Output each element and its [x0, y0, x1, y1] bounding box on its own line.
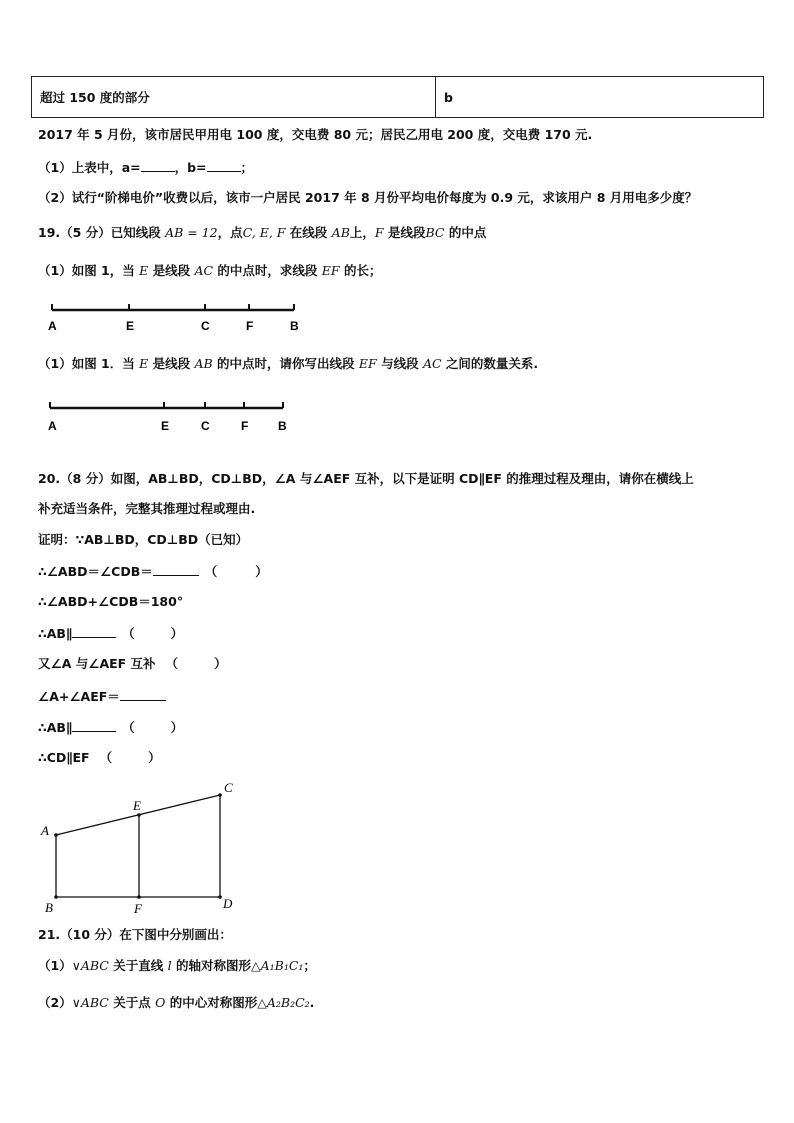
proof-p2: ∴∠ABD＝∠CDB＝: [38, 564, 153, 579]
q19-head: 19.（5 分）已知线段: [38, 225, 161, 240]
proof-p5: 又∠A 与∠AEF 互补: [38, 656, 156, 671]
q21-1-c: 的轴对称图形: [175, 958, 251, 973]
intro-text: 2017 年 5 月份，该市居民甲用电 100 度，交电费 80 元；居民乙用电 200 度，交电费 170 元.: [38, 127, 593, 142]
q19-2-ac: AC: [422, 356, 442, 371]
point-e: [137, 813, 141, 817]
point-c: [218, 793, 222, 797]
q21-2-b: 关于点: [113, 995, 151, 1010]
q19-1-c: 的中点时，求线段: [217, 263, 318, 278]
paren-left: （: [204, 564, 218, 579]
seg1-label-b: B: [290, 319, 299, 333]
seg2-label-a: A: [48, 419, 57, 433]
q20-line1: 20.（8 分）如图，AB⊥BD，CD⊥BD，∠A 与∠AEF 互补，以下是证明 CD∥EF 的推理过程及理由，请你在横线上: [38, 471, 694, 486]
q21-1-a: （1）: [38, 958, 72, 973]
proof-line-1: 证明：∵AB⊥BD，CD⊥BD（已知）: [38, 532, 249, 547]
paren-right: ）: [170, 720, 184, 735]
fig-label-d: D: [223, 896, 233, 911]
fig-label-b: B: [45, 900, 53, 915]
q19-2-ef: EF: [358, 356, 377, 371]
proof-line-3: ∴∠ABD+∠CDB＝180°: [38, 594, 184, 609]
q19-f: F: [374, 225, 384, 240]
q21-2-a: （2）: [38, 995, 72, 1010]
point-d: [218, 895, 222, 899]
q19-bc: BC: [425, 225, 445, 240]
q21-2-tri: ∨ABC: [71, 995, 109, 1010]
q19-ab: AB: [331, 225, 350, 240]
q18-part1-pre: （1）上表中，a=: [38, 160, 141, 175]
table-cell-value: b: [436, 77, 764, 118]
q21-2-o: O: [155, 995, 166, 1010]
fig-label-a: A: [41, 823, 49, 838]
q21-part2: [38, 994, 314, 1012]
point-f: [137, 895, 141, 899]
q19-1-ef: EF: [321, 263, 340, 278]
q21-header: 21.（10 分）在下图中分别画出：: [38, 927, 232, 942]
fig-label-e: E: [133, 798, 141, 813]
paren-left: （: [99, 750, 113, 765]
point-a: [54, 833, 58, 837]
seg1-label-f: F: [246, 319, 254, 333]
seg2-label-f: F: [241, 419, 249, 433]
q19-1-d: 的长；: [343, 263, 382, 278]
q20-line2: 补充适当条件，完整其推理过程或理由.: [38, 501, 256, 516]
seg1-label-c: C: [201, 319, 210, 333]
seg1-label-e: E: [126, 319, 135, 333]
q19-cef: C, E, F: [242, 225, 286, 240]
proof-p7: ∴AB∥: [38, 720, 73, 735]
q19-t4: 是线段: [387, 225, 426, 240]
q21-1-l: l: [167, 958, 172, 973]
paren-left: （: [122, 626, 135, 641]
q19-2-a: （1）如图 1．当: [38, 356, 135, 371]
paren-right: ）: [255, 564, 268, 579]
proof-p6: ∠A+∠AEF＝: [38, 689, 120, 704]
q19-2-e: E: [139, 356, 149, 371]
q18-part1-mid: ，b=: [174, 160, 207, 175]
q21-2-d: .: [309, 995, 315, 1010]
q21-1-res: △A₁B₁C₁: [250, 958, 304, 973]
q19-2-d: 与线段: [381, 356, 419, 371]
q21-part1: [38, 957, 316, 975]
q19-1-e: E: [139, 263, 149, 278]
seg2-label-c: C: [201, 419, 210, 433]
paren-left: （: [165, 656, 179, 671]
q19-t3: 上，: [349, 225, 375, 240]
q19-2-ab: AB: [194, 356, 213, 371]
q19-t1: ，点: [217, 225, 243, 240]
q21-1-d: ；: [303, 958, 316, 973]
q19-1-b: 是线段: [152, 263, 191, 278]
q19-2-b: 是线段: [152, 356, 191, 371]
fig-label-f: F: [134, 901, 142, 916]
paren-right: ）: [170, 626, 184, 641]
q19-t5: 的中点: [448, 225, 487, 240]
q21-2-res: △A₂B₂C₂: [257, 995, 310, 1010]
seg1-label-a: A: [48, 319, 57, 333]
q21-1-b: 关于直线: [113, 958, 164, 973]
proof-p8: ∴CD∥EF: [38, 750, 90, 765]
q19-2-e2: 之间的数量关系.: [445, 356, 539, 371]
q19-t2: 在线段: [289, 225, 328, 240]
q19-1-a: （1）如图 1，当: [38, 263, 135, 278]
point-b: [54, 895, 58, 899]
q19-1-ac: AC: [194, 263, 214, 278]
paren-right: ）: [148, 750, 161, 765]
q19-ab-eq: AB = 12: [165, 225, 218, 240]
proof-p4: ∴AB∥: [38, 626, 73, 641]
paren-right: ）: [214, 656, 227, 671]
fig-label-c: C: [224, 780, 233, 795]
q21-1-tri: ∨ABC: [71, 958, 109, 973]
seg2-label-b: B: [278, 419, 287, 433]
seg2-label-e: E: [161, 419, 170, 433]
q18-part2: （2）试行“阶梯电价”收费以后，该市一户居民 2017 年 8 月份平均电价每度为 0.9 元，求该用户 8 月用电多少度？: [38, 190, 698, 205]
paren-left: （: [122, 720, 135, 735]
table-cell-label: 超过 150 度的部分: [32, 77, 436, 118]
q18-part1-post: ；: [240, 160, 254, 175]
q19-2-c: 的中点时，请你写出线段: [217, 356, 355, 371]
q21-2-c: 的中心对称图形: [169, 995, 258, 1010]
